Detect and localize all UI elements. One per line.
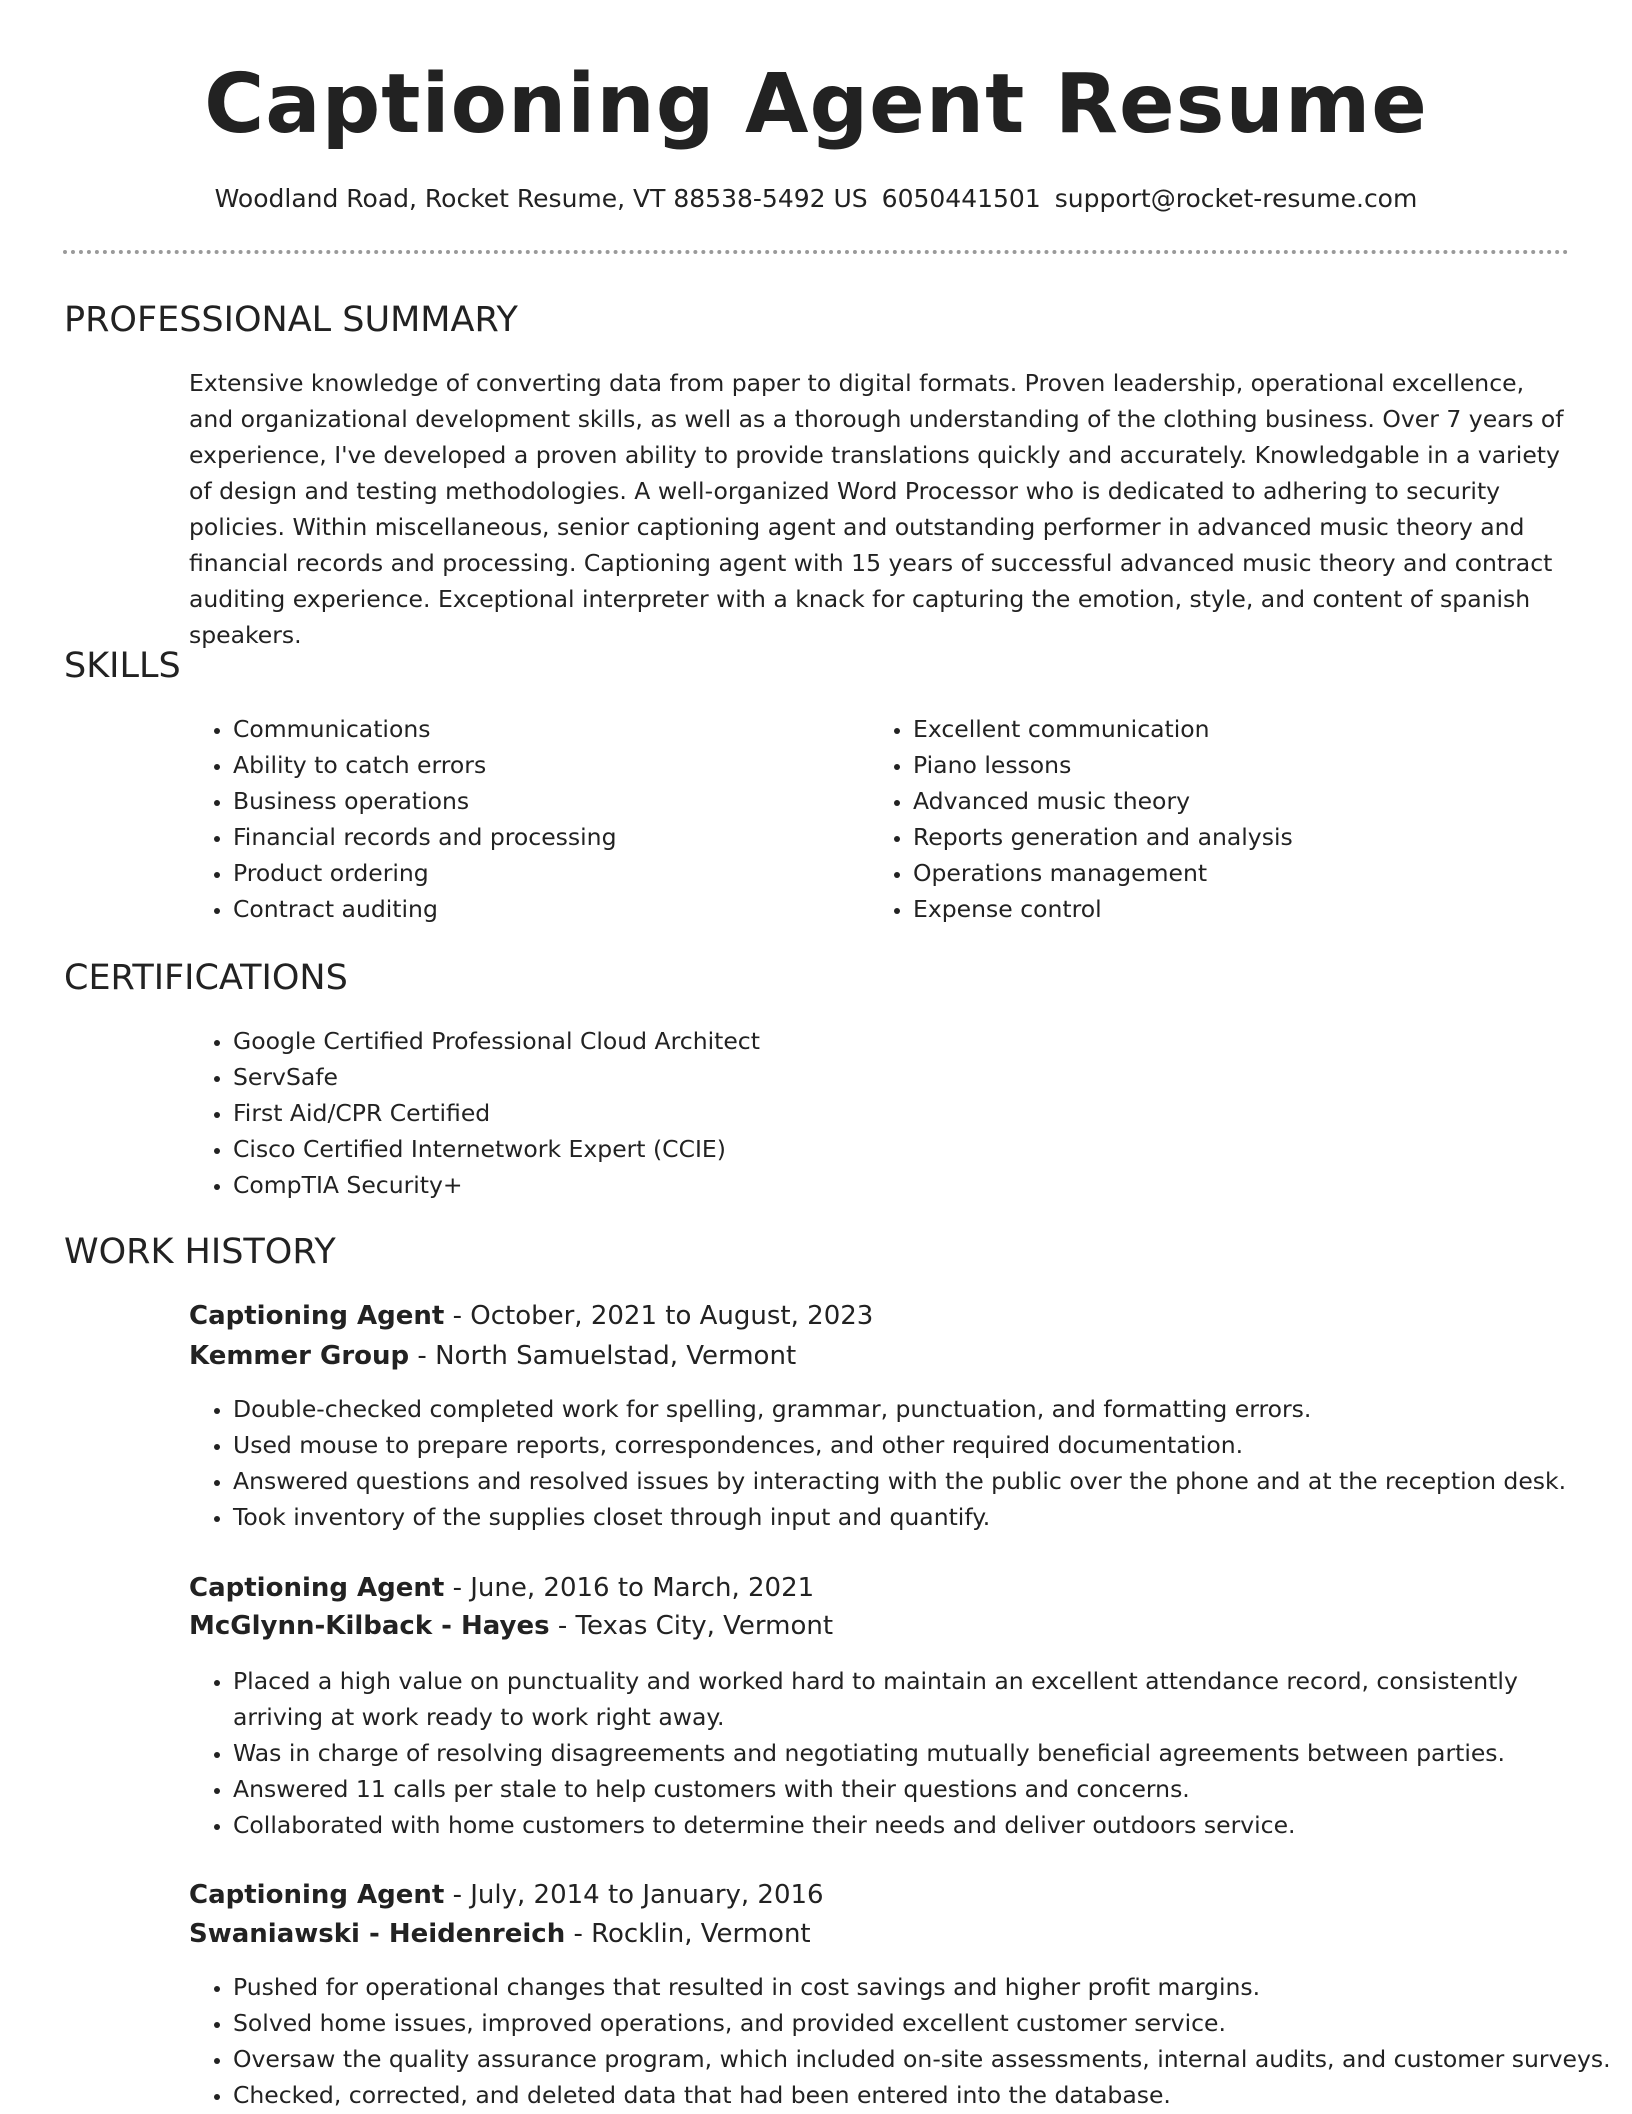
job-company-line xyxy=(189,1338,796,1374)
job-dates: - July, 2014 to January, 2016 xyxy=(444,1880,824,1910)
job-company: McGlynn-Kilback - Hayes xyxy=(189,1611,550,1641)
job-location: - North Samuelstad, Vermont xyxy=(409,1341,797,1371)
job-company: Swaniawski - Heidenreich xyxy=(189,1919,566,1949)
job-role-line xyxy=(189,1877,824,1913)
job-bullet: • Collaborated with home customers to determine their needs and deliver outdoors service. xyxy=(233,1807,1613,1843)
job-location: - Rocklin, Vermont xyxy=(565,1919,811,1949)
job-dates: - June, 2016 to March, 2021 xyxy=(444,1573,815,1603)
job-role: Captioning Agent xyxy=(189,1573,445,1603)
job-bullet: • Used mouse to prepare reports, correspondences, and other required documentation. xyxy=(233,1427,1613,1463)
job-bullet: • Took inventory of the supplies closet through input and quantify. xyxy=(233,1499,1613,1535)
work-history-heading: WORK HISTORY xyxy=(64,1232,336,1272)
skill-item: • Contract auditing xyxy=(233,891,873,927)
job-role-line xyxy=(189,1298,873,1334)
job-role-line xyxy=(189,1570,814,1606)
certifications-list xyxy=(189,1023,1613,1203)
job-bullet: • Checked, corrected, and deleted data that had been entered into the database. xyxy=(233,2077,1613,2113)
job-bullet: • Solved home issues, improved operations, and provided excellent customer service. xyxy=(233,2005,1613,2041)
skill-item: • Product ordering xyxy=(233,855,873,891)
summary-heading: PROFESSIONAL SUMMARY xyxy=(64,300,518,340)
job-location: - Texas City, Vermont xyxy=(549,1611,834,1641)
job-bullet: • Oversaw the quality assurance program, which included on-site assessments, internal audits, and customer surveys. xyxy=(233,2041,1613,2077)
job-bullet: • Was in charge of resolving disagreements and negotiating mutually beneficial agreements between parties. xyxy=(233,1735,1613,1771)
skill-item: • Advanced music theory xyxy=(913,783,1553,819)
skill-item: • Piano lessons xyxy=(913,747,1553,783)
certification-item: • Google Certified Professional Cloud Architect xyxy=(233,1023,1613,1059)
job-company: Kemmer Group xyxy=(189,1341,410,1371)
job-bullet: • Double-checked completed work for spelling, grammar, punctuation, and formatting errors. xyxy=(233,1391,1613,1427)
certification-item: • CompTIA Security+ xyxy=(233,1167,1613,1203)
skills-list-right xyxy=(869,711,1553,927)
skill-item: • Ability to catch errors xyxy=(233,747,873,783)
job-dates: - October, 2021 to August, 2023 xyxy=(444,1301,874,1331)
contact-phone: 6050441501 xyxy=(881,184,1041,213)
job-company-line xyxy=(189,1916,811,1952)
summary-text: Extensive knowledge of converting data from paper to digital formats. Proven leadership, operational excellence, and organizational development skills, as well as a thorough understanding of the clothing business. Over 7 years of experience, I've developed a proven ability to provide translations quickly and accurately. Knowledgable in a variety of design and testing methodologies. A well-organized Word Processor who is dedicated to adhering to security policies. Within miscellaneous, senior captioning agent and outstanding performer in advanced music theory and financial records and processing. Captioning agent with 15 years of successful advanced music theory and contract auditing experience. Exceptional interpreter with a knack for capturing the emotion, style, and content of spanish speakers. xyxy=(189,369,1564,649)
job-role: Captioning Agent xyxy=(189,1880,445,1910)
job-company-line xyxy=(189,1608,833,1644)
skill-item: • Excellent communication xyxy=(913,711,1553,747)
job-bullet: • Pushed for operational changes that resulted in cost savings and higher profit margins. xyxy=(233,1969,1613,2005)
job-bullets xyxy=(189,1663,1613,1843)
skill-item: • Business operations xyxy=(233,783,873,819)
contact-line xyxy=(0,179,1632,219)
contact-email[interactable]: support@rocket-resume.com xyxy=(1054,184,1418,213)
certification-item: • ServSafe xyxy=(233,1059,1613,1095)
job-bullet: • Answered questions and resolved issues by interacting with the public over the phone and at the reception desk. xyxy=(233,1463,1613,1499)
skills-list-left xyxy=(189,711,873,927)
certifications-heading: CERTIFICATIONS xyxy=(64,958,348,998)
job-bullets xyxy=(189,1391,1613,1535)
skill-item: • Communications xyxy=(233,711,873,747)
job-bullet: • Placed a high value on punctuality and worked hard to maintain an excellent attendance record, consistently arriving at work ready to work right away. xyxy=(233,1663,1613,1735)
skill-item: • Expense control xyxy=(913,891,1553,927)
certification-item: • First Aid/CPR Certified xyxy=(233,1095,1613,1131)
job-bullets xyxy=(189,1969,1613,2113)
skill-item: • Financial records and processing xyxy=(233,819,873,855)
skill-item: • Operations management xyxy=(913,855,1553,891)
job-role: Captioning Agent xyxy=(189,1301,445,1331)
header-divider xyxy=(63,250,1569,254)
skill-item: • Reports generation and analysis xyxy=(913,819,1553,855)
contact-address: Woodland Road, Rocket Resume, VT 88538-5492 US xyxy=(214,184,868,213)
resume-title: Captioning Agent Resume xyxy=(204,57,1428,152)
job-bullet: • Answered 11 calls per stale to help customers with their questions and concerns. xyxy=(233,1771,1613,1807)
certification-item: • Cisco Certified Internetwork Expert (CCIE) xyxy=(233,1131,1613,1167)
skills-heading: SKILLS xyxy=(64,646,181,686)
